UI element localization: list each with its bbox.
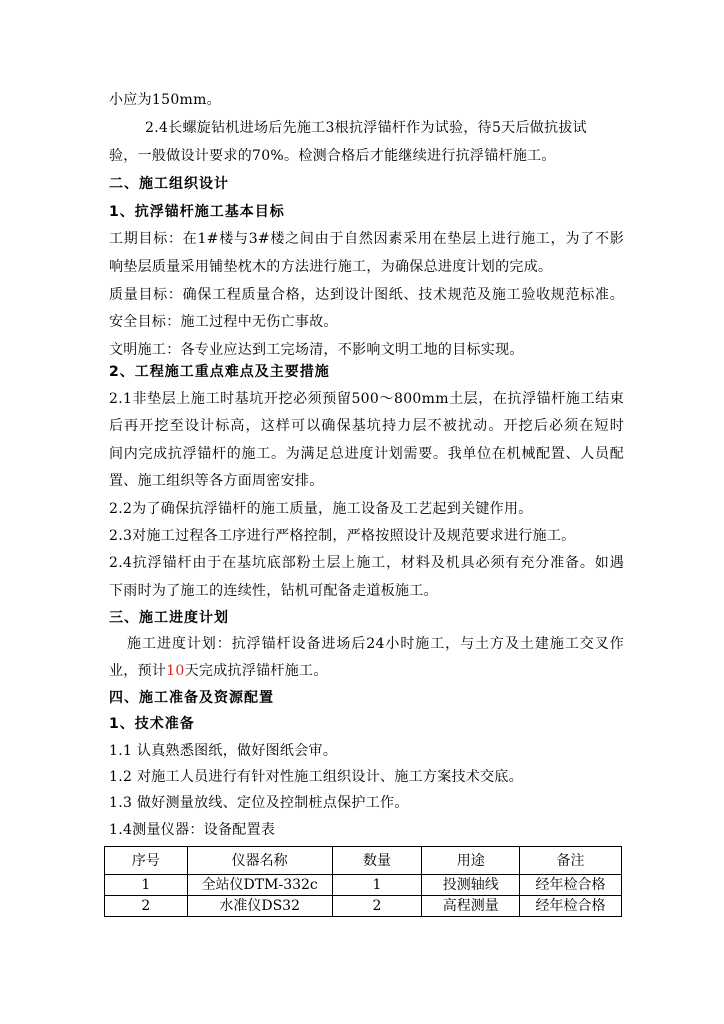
paragraph-line: 2.1非垫层上施工时基坑开挖必须预留500～800mm土层，在抗浮锚杆施工结束 xyxy=(109,391,624,407)
paragraph-line: 验，一般做设计要求的70%。检测合格后才能继续进行抗浮锚杆施工。 xyxy=(109,148,556,164)
table-cell: 全站仪DTM-332c xyxy=(187,875,332,896)
section-heading: 二、施工组织设计 xyxy=(109,176,229,192)
table-header-cell: 数量 xyxy=(332,847,422,875)
paragraph-line: 文明施工：各专业应达到工完场清，不影响文明工地的目标实现。 xyxy=(109,342,524,358)
subsection-heading: 1、抗浮锚杆施工基本目标 xyxy=(109,204,285,220)
schedule-text-prefix: 业，预计 xyxy=(109,663,167,679)
section-heading: 四、施工准备及资源配置 xyxy=(109,690,274,706)
paragraph-line: 1.1 认真熟悉图纸，做好图纸会审。 xyxy=(109,743,338,759)
table-cell: 投测轴线 xyxy=(422,875,520,896)
paragraph-line: 2.3对施工过程各工序进行严格控制，严格按照设计及规范要求进行施工。 xyxy=(109,528,576,544)
table-header-cell: 备注 xyxy=(520,847,622,875)
schedule-text-suffix: 天完成抗浮锚杆施工。 xyxy=(184,663,328,679)
paragraph-line: 1.2 对施工人员进行有针对性施工组织设计、施工方案技术交底。 xyxy=(109,769,524,785)
table-cell: 2 xyxy=(332,896,422,917)
schedule-days-highlight: 10 xyxy=(166,663,185,679)
table-cell: 水准仪DS32 xyxy=(187,896,332,917)
table-header-cell: 序号 xyxy=(105,847,188,875)
table-header-cell: 用途 xyxy=(422,847,520,875)
table-cell: 1 xyxy=(332,875,422,896)
paragraph-line: 工期目标：在1#楼与3#楼之间由于自然因素采用在垫层上进行施工，为了不影 xyxy=(109,231,624,247)
table-header-cell: 仪器名称 xyxy=(187,847,332,875)
paragraph-line: 2.4抗浮锚杆由于在基坑底部粉土层上施工，材料及机具必须有充分准备。如遇 xyxy=(109,555,624,571)
table-cell: 2 xyxy=(105,896,188,917)
paragraph-line: 小应为150mm。 xyxy=(109,92,221,108)
paragraph-line: 安全目标：施工过程中无伤亡事故。 xyxy=(109,314,338,330)
paragraph-line: 1.4测量仪器：设备配置表 xyxy=(109,822,276,838)
table-cell: 经年检合格 xyxy=(520,875,622,896)
paragraph-line: 2.4长螺旋钻机进场后先施工3根抗浮锚杆作为试验，待5天后做抗拔试 xyxy=(145,120,587,136)
subsection-heading: 2、工程施工重点难点及主要措施 xyxy=(109,364,330,380)
section-heading: 三、施工进度计划 xyxy=(109,610,229,626)
paragraph-line: 响垫层质量采用铺垫枕木的方法进行施工，为确保总进度计划的完成。 xyxy=(109,259,553,275)
paragraph-line: 下雨时为了施工的连续性，钻机可配备走道板施工。 xyxy=(109,583,438,599)
table-cell: 经年检合格 xyxy=(520,896,622,917)
table-row xyxy=(105,875,622,896)
table-row xyxy=(105,896,622,917)
equipment-table xyxy=(104,846,622,917)
paragraph-line: 质量目标：确保工程质量合格，达到设计图纸、技术规范及施工验收规范标准。 xyxy=(109,287,624,303)
paragraph-line: 后再开挖至设计标高，这样可以确保基坑持力层不被扰动。开挖后必须在短时 xyxy=(109,418,624,434)
paragraph-line: 2.2为了确保抗浮锚杆的施工质量，施工设备及工艺起到关键作用。 xyxy=(109,501,533,517)
subsection-heading: 1、技术准备 xyxy=(109,716,195,732)
table-cell: 高程测量 xyxy=(422,896,520,917)
paragraph-line: 1.3 做好测量放线、定位及控制桩点保护工作。 xyxy=(109,795,409,811)
table-cell: 1 xyxy=(105,875,188,896)
paragraph-line: 施工进度计划：抗浮锚杆设备进场后24小时施工，与土方及土建施工交叉作 xyxy=(127,636,624,652)
paragraph-line: 置、施工组织等各方面周密安排。 xyxy=(109,473,324,489)
paragraph-line xyxy=(109,661,624,681)
paragraph-line: 间内完成抗浮锚杆的施工。为满足总进度计划需要。我单位在机械配置、人员配 xyxy=(109,446,624,462)
table-header-row xyxy=(105,847,622,875)
